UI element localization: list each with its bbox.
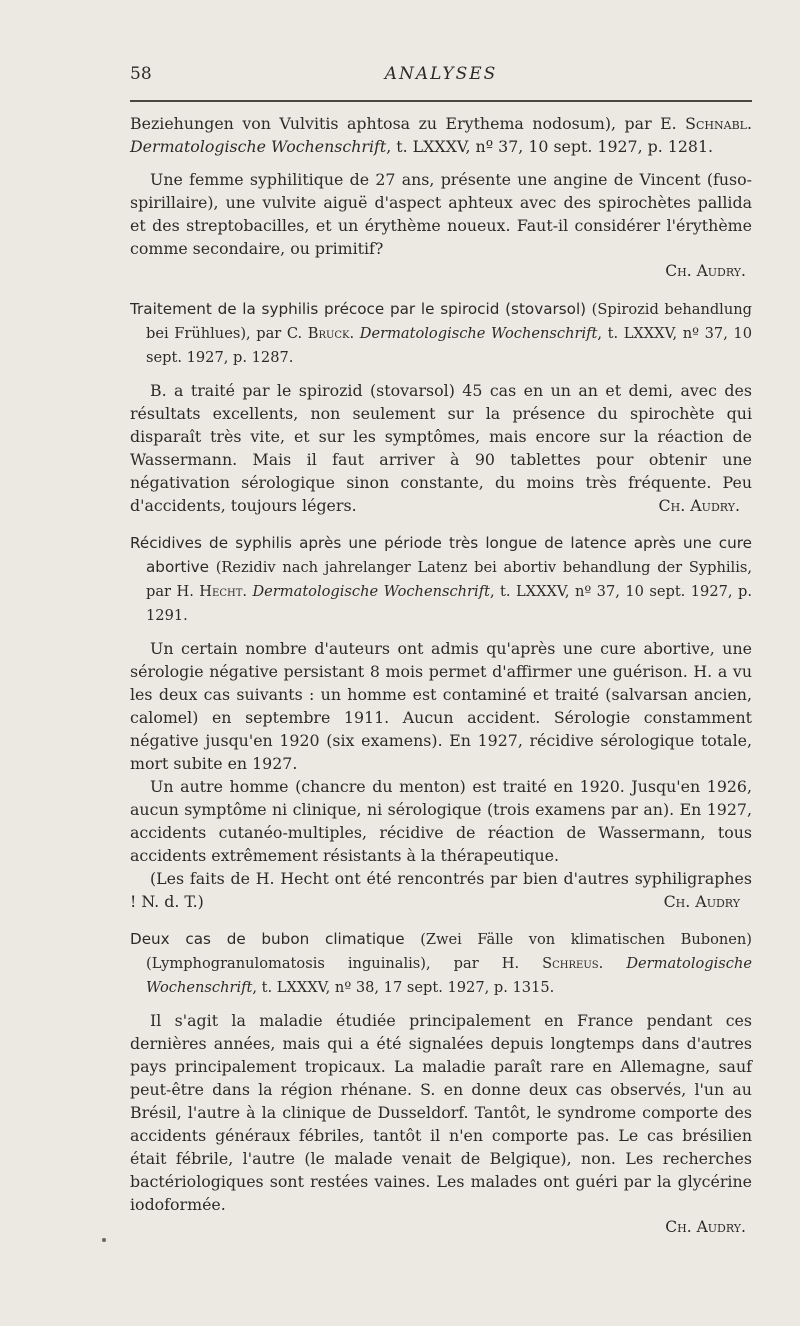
article-citation xyxy=(130,531,752,627)
page-header xyxy=(130,62,752,92)
article-body: Il s'agit la maladie étudiée principalement en France pendant ces dernières années, mais qui a été signalées depuis longtemps dans d'autres pays principalement tropicaux. La maladie paraît rare en Allemagne, sauf peut-être dans la région rhénane. S. en donne deux cas observés, l'un au Brésil, l'autre à la clinique de Dusseldorf. Tantôt, le syndrome comporte des accidents généraux fébriles, tantôt il n'en comporte pas. Le cas brésilien était fébrile, l'autre (le malade venait de Belgique), non. Les recherches bactériologiques sont restées vaines. Les malades ont guéri par la glycérine iodoformée. xyxy=(130,1011,752,1214)
article-signature: Ch. Audry xyxy=(663,892,740,911)
author-name: Schreus xyxy=(542,955,599,972)
article-spirocid xyxy=(130,297,752,517)
body-text: (Les faits de H. Hecht ont été rencontrés par bien d'autres syphiligraphes ! N. d. T.) xyxy=(130,869,752,911)
citation-text: , t. LXXXV, nº 37, 10 sept. 1927, p. 1291. xyxy=(146,583,752,624)
citation-text: , t. LXXXV, nº 37, 10 sept. 1927, p. 1287. xyxy=(146,325,752,366)
article-body: Un autre homme (chancre du menton) est traité en 1920. Jusqu'en 1926, aucun symptôme ni clinique, ni sérologique (trois examens par an). En 1927, accidents cutanéo-multiples, récidive de réaction de Wassermann, tous accidents extrêmement résistants à la thérapeutique. xyxy=(130,777,752,865)
journal-title: Dermatologische Wochenschrift xyxy=(146,955,752,996)
journal-title: Dermatologische Wochenschrift xyxy=(359,325,598,342)
article-citation xyxy=(130,927,752,999)
author-name: Schnabl xyxy=(685,114,747,133)
article-signature xyxy=(130,260,752,283)
signature-text: Ch. Audry. xyxy=(665,262,746,280)
citation-text: , t. LXXXV, nº 37, 10 sept. 1927, p. 1281. xyxy=(386,137,714,156)
article-body: Un certain nombre d'auteurs ont admis qu'après une cure abortive, une sérologie négative persistant 8 mois permet d'affirmer une guérison. H. a vu les deux cas suivants : un homme est contaminé et traité (salvarsan ancien, calomel) en septembre 1911. Aucun accident. Sérologie constamment négative jusqu'en 1920 (six examens). En 1927, récidive sérologique totale, mort subite en 1927. xyxy=(130,639,752,773)
citation-text: (Rezidiv nach jahrelanger Latenz bei abortiv behandlung der Syphilis, par H. xyxy=(146,559,752,600)
spacer xyxy=(130,369,752,379)
article-bubon xyxy=(130,927,752,1239)
article-heading: Traitement de la syphilis précoce par le spirocid (stovarsol) xyxy=(130,300,587,318)
running-title: ANALYSES xyxy=(384,64,498,84)
article-heading: Récidives de syphilis après une période très longue de latence après une cure abortive xyxy=(130,534,752,576)
article-recidives xyxy=(130,531,752,913)
journal-title: Dermatologische Wochenschrift xyxy=(130,137,387,156)
header-rule xyxy=(130,100,752,102)
citation-text: , t. LXXXV, nº 38, 17 sept. 1927, p. 1315. xyxy=(252,979,555,996)
article-body: Une femme syphilitique de 27 ans, présente une angine de Vincent (fuso-spirillaire), une vulvite aiguë d'aspect aphteux avec des spirochètes pallida et des streptobacilles, et un érythème noueux. Faut-il considérer l'érythème comme secondaire, ou primitif? xyxy=(130,170,752,258)
article-vulvitis xyxy=(130,112,752,283)
author-name: Bruck xyxy=(307,325,350,342)
article-heading: Deux cas de bubon climatique xyxy=(130,930,405,948)
citation-text: . xyxy=(746,114,752,133)
journal-title: Dermatologische Wochenschrift xyxy=(252,583,490,600)
ink-speck xyxy=(102,1238,106,1242)
article-body xyxy=(130,379,752,517)
article-citation xyxy=(130,112,752,158)
citation-text: Beziehungen von Vulvitis aphtosa zu Erythema nodosum), par E. xyxy=(130,114,686,133)
citation-text: (Spirozid behandlung bei Frühlues), par C. xyxy=(146,301,752,342)
signature-text: Ch. Audry. xyxy=(665,1218,746,1236)
article-citation xyxy=(130,297,752,369)
citation-text: . xyxy=(349,325,360,342)
body-text: B. a traité par le spirozid (stovarsol) 45 cas en un an et demi, avec des résultats excellents, non seulement sur la présence du spirochète qui disparaît très vite, et sur les symptômes, mais encore sur la réaction de Wassermann. Mais il faut arriver à 90 tablettes pour obtenir une négativation sérologique sinon constante, du moins très fréquente. Peu d'accidents, toujours légers. xyxy=(130,381,752,515)
spacer xyxy=(130,627,752,637)
citation-text: . xyxy=(598,955,627,972)
citation-text: (Zwei Fälle von klimatischen Bubonen) (Lymphogranulomatosis inguinalis), par H. xyxy=(146,931,752,972)
article-signature: Ch. Audry. xyxy=(658,496,740,515)
author-name: Hecht xyxy=(199,583,243,600)
article-body xyxy=(130,867,752,913)
page-number: 58 xyxy=(130,64,152,84)
citation-text: . xyxy=(242,583,253,600)
spacer xyxy=(130,999,752,1009)
article-signature xyxy=(130,1216,752,1239)
